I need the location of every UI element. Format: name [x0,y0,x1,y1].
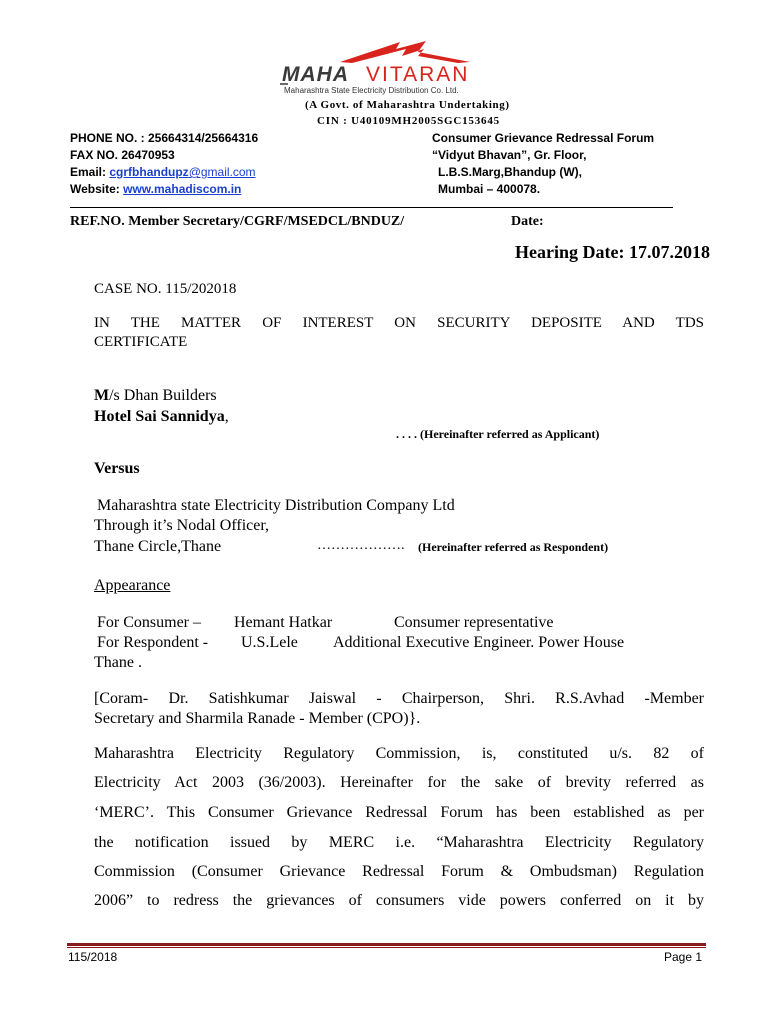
email-link[interactable] [109,165,255,179]
email-user: cgrfbhandupz [109,165,189,179]
body-line-1: Maharashtra Electricity Regulatory Commission, is, constituted u/s. 82 of [94,745,704,762]
respondent-rep-role: Additional Executive Engineer. Power House [333,634,625,651]
address-line-1: “Vidyut Bhavan”, Gr. Floor, [432,148,587,162]
matter-line-1: IN THE MATTER OF INTEREST ON SECURITY DEPOSITE AND TDS [94,315,704,331]
respondent-rep-place: Thane . [94,654,142,671]
mahavitaran-logo [278,36,528,98]
address-line-3: Mumbai – 400078. [438,182,541,196]
footer-case-number: 115/2018 [68,950,118,964]
applicant-hotel [94,408,229,426]
applicant-m: M [94,387,110,404]
applicant-name-rest: /s Dhan Builders [109,387,217,404]
applicant-hotel-name: Hotel Sai Sannidya [94,408,225,425]
body-line-2: Electricity Act 2003 (36/2003). Hereinafter for the sake of brevity referred as [94,774,704,791]
body-line-6: 2006” to redress the grievances of consumers vide powers conferred on it by [94,892,704,909]
logo-company-name: Maharashtra State Electricity Distribution Co. Ltd. [284,86,459,95]
versus-heading: Versus [94,460,140,477]
applicant-hotel-comma: , [224,408,229,425]
website-line [70,181,258,198]
email-label: Email: [70,165,110,179]
respondent-dots: ………………. [317,538,405,553]
email-line [70,164,258,181]
applicant-role: . . . . (Hereinafter referred as Applicant) [396,427,600,441]
consumer-label: For Consumer – [97,614,201,631]
respondent-line-3: Thane Circle,Thane [94,538,222,555]
address-line-2: L.B.S.Marg,Bhandup (W), [438,165,582,179]
logo-vitaran: VITARAN [366,63,470,86]
matter-line-2: CERTIFICATE [94,334,188,350]
govt-undertaking: (A Govt. of Maharashtra Undertaking) [305,99,510,111]
forum-name: Consumer Grievance Redressal Forum [432,131,655,145]
fax-number: FAX NO. 26470953 [70,148,175,162]
hearing-date: Hearing Date: 17.07.2018 [515,242,710,262]
website-link[interactable]: www.mahadiscom.in [123,182,242,196]
contact-block [70,130,258,198]
phone-number: PHONE NO. : 25664314/25664316 [70,131,259,145]
email-domain: @gmail.com [188,165,256,179]
respondent-rep-label: For Respondent - [97,634,209,651]
respondent-rep-name: U.S.Lele [241,634,298,651]
cin-number: CIN : U40109MH2005SGC153645 [317,115,500,127]
website-label: Website: [70,182,124,196]
respondent-line-1: Maharashtra state Electricity Distribution Company Ltd [97,497,455,514]
coram-line-1: [Coram- Dr. Satishkumar Jaiswal - Chairperson, Shri. R.S.Avhad -Member [94,690,704,707]
consumer-name: Hemant Hatkar [234,614,333,631]
applicant-name [94,387,217,405]
logo-maha: MAHA [282,63,349,86]
footer-rule-thin [67,947,706,948]
consumer-role: Consumer representative [394,614,554,631]
case-number: CASE NO. 115/202018 [94,281,237,297]
respondent-role: (Hereinafter referred as Respondent) [418,540,609,554]
header-divider [70,207,673,208]
footer-rule [67,943,706,946]
appearance-heading: Appearance [94,577,171,594]
coram-line-2: Secretary and Sharmila Ranade - Member (CPO)}. [94,710,421,727]
body-line-3: ‘MERC’. This Consumer Grievance Redressal Forum has been established as per [94,804,704,821]
ref-number: REF.NO. Member Secretary/CGRF/MSEDCL/BNDUZ/ [70,214,405,229]
body-line-5: Commission (Consumer Grievance Redressal Forum & Ombudsman) Regulation [94,863,704,880]
body-line-4: the notification issued by MERC i.e. “Maharashtra Electricity Regulatory [94,834,704,851]
page-number: Page 1 [664,950,703,964]
forum-address [432,130,654,198]
date-label: Date: [511,214,544,229]
respondent-line-2: Through it’s Nodal Officer, [94,517,270,534]
